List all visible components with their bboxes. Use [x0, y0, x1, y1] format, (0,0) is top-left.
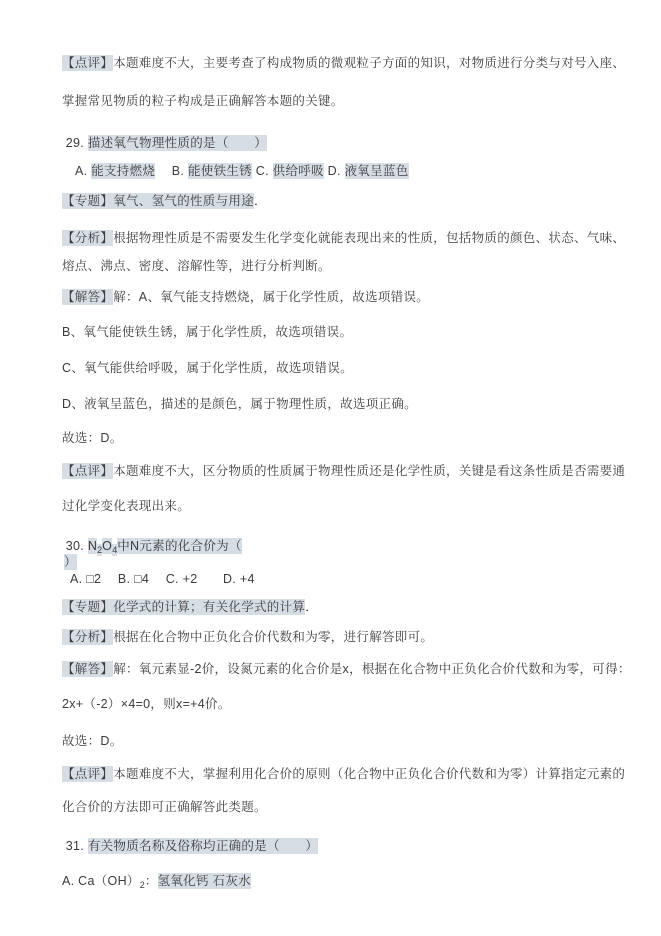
formula-element: N	[87, 539, 98, 553]
text-segment: C、氧气能供给呼吸，属于化学性质，故选项错误。	[62, 361, 353, 375]
comment-28-line1	[62, 55, 625, 72]
formula-subscript: 2	[97, 545, 103, 555]
analysis-29-line1	[62, 230, 625, 247]
options-text: A. □2 B. □4 C. +2 D. +4	[70, 572, 255, 586]
tag-topic: 【专题】	[62, 194, 114, 208]
topic-text: 氧气、氢气的性质与用途	[113, 194, 255, 208]
tag-answer: 【解答】	[62, 662, 114, 676]
answer-30-line1	[62, 661, 631, 678]
text-segment: 化合价的方法即可正确解答此类题。	[62, 800, 267, 814]
comment-30-line1	[62, 766, 625, 783]
text-segment: 解：A、氧气能支持燃烧，属于化学性质，故选项错误。	[113, 290, 430, 304]
option-text: 供给呼吸	[272, 164, 324, 178]
option-label: B.	[155, 164, 188, 178]
analysis-29-line2	[62, 258, 331, 275]
question-number: 29.	[62, 136, 88, 150]
question-31	[62, 838, 318, 855]
text-segment: 解：氧元素显-2价，设氮元素的化合价是x，根据在化合物中正负化合价代数和为零，可得：	[113, 662, 631, 676]
comment-29-line1	[62, 463, 625, 480]
option-text: 能使铁生锈	[187, 164, 252, 178]
question-number: 31.	[62, 839, 88, 853]
tag-analysis: 【分析】	[62, 630, 114, 644]
equation-text: 2x+（-2）×4=0，则x=+4价。	[62, 697, 231, 711]
text-segment: 故选：D。	[62, 431, 123, 445]
answer-29-conclusion	[62, 430, 123, 447]
question-29-options	[75, 163, 409, 180]
text-segment: 故选：D。	[62, 734, 123, 748]
question-30-close-paren	[64, 554, 77, 571]
question-31-option-a	[62, 873, 251, 894]
analysis-30	[62, 629, 433, 646]
text-segment: ．	[254, 194, 267, 208]
comment-29-line2	[62, 498, 190, 515]
question-text: 中N元素的化合价为（	[117, 539, 242, 553]
formula-subscript: 2	[139, 880, 145, 890]
text-segment: 熔点、沸点、密度、溶解性等，进行分析判断。	[62, 259, 331, 273]
option-label: D.	[323, 164, 345, 178]
text-segment: 根据在化合物中正负化合价代数和为零，进行解答即可。	[113, 630, 434, 644]
topic-30	[62, 599, 318, 616]
option-text: 氢氧化钙 石灰水	[157, 874, 251, 888]
tag-topic: 【专题】	[62, 600, 114, 614]
text-segment: 本题难度不大，掌握利用化合价的原则（化合物中正负化合价代数和为零）计算指定元素的	[113, 767, 626, 781]
text-segment: 本题难度不大，主要考查了构成物质的微观粒子方面的知识，对物质进行分类与对号入座、	[113, 56, 626, 70]
answer-30-conclusion	[62, 733, 123, 750]
tag-comment: 【点评】	[62, 56, 114, 70]
answer-29-line2	[62, 324, 352, 341]
comment-30-line2	[62, 799, 267, 816]
text-segment: D、液氧呈蓝色，描述的是颜色，属于物理性质，故选项正确。	[62, 397, 417, 411]
option-text: 能支持燃烧	[91, 164, 156, 178]
tag-analysis: 【分析】	[62, 231, 114, 245]
tag-answer: 【解答】	[62, 290, 114, 304]
question-29	[62, 135, 267, 152]
formula-element: O	[102, 539, 113, 553]
question-30-options	[70, 571, 255, 588]
question-text: 描述氧气物理性质的是（ ）	[87, 136, 268, 150]
topic-text: 化学式的计算；有关化学式的计算	[113, 600, 306, 614]
question-text: ）	[64, 555, 77, 569]
topic-29	[62, 193, 267, 210]
question-number: 30.	[62, 539, 88, 553]
answer-29-line3	[62, 360, 353, 377]
answer-29-line4	[62, 396, 417, 413]
text-segment: 过化学变化表现出来。	[62, 499, 191, 513]
option-label: C.	[251, 164, 273, 178]
formula-subscript: 4	[112, 545, 118, 555]
text-segment: 本题难度不大，区分物质的性质属于物理性质还是化学性质，关键是看这条性质是否需要通	[113, 464, 626, 478]
option-text: 液氧呈蓝色	[344, 164, 409, 178]
option-label: A.	[75, 164, 92, 178]
question-30	[62, 538, 242, 559]
option-label: A. Ca（OH）	[62, 874, 140, 888]
answer-30-line2	[62, 696, 231, 713]
answer-29-line1	[62, 289, 429, 306]
text-segment: 根据物理性质是不需要发生化学变化就能表现出来的性质，包括物质的颜色、状态、气味、	[113, 231, 626, 245]
text-segment: 掌握常见物质的粒子构成是正确解答本题的关键。	[62, 94, 344, 108]
text-segment: B、氧气能使铁生锈，属于化学性质，故选项错误。	[62, 325, 353, 339]
text-segment: ：	[144, 874, 158, 888]
tag-comment: 【点评】	[62, 767, 114, 781]
tag-comment: 【点评】	[62, 464, 114, 478]
comment-28-line2	[62, 93, 344, 110]
text-segment: ．	[305, 600, 319, 614]
question-text: 有关物质名称及俗称均正确的是（ ）	[87, 839, 319, 853]
